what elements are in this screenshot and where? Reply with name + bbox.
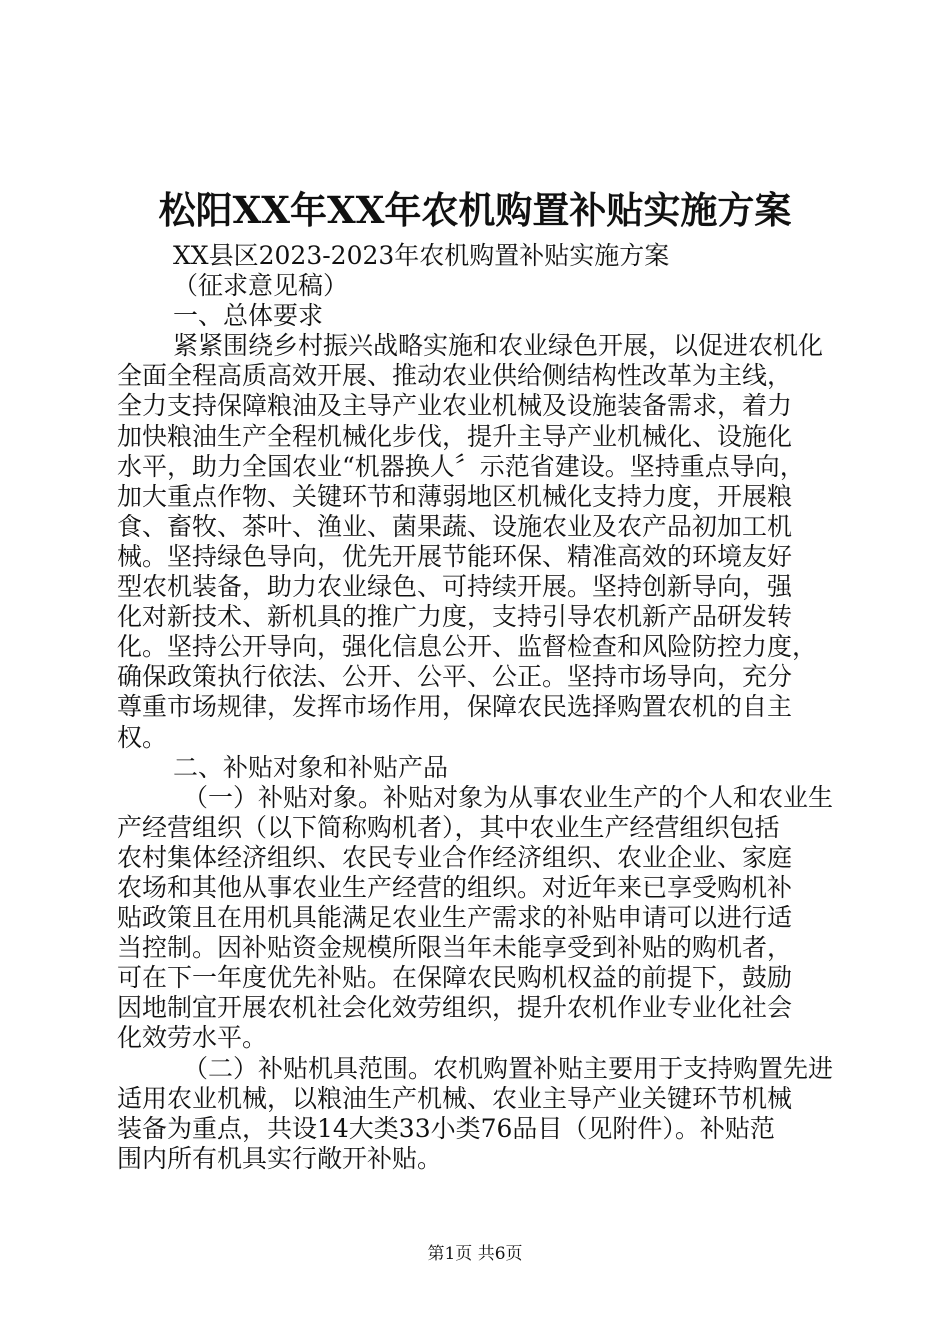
section-heading-2: 二、补贴对象和补贴产品 xyxy=(173,752,449,782)
paragraph-line: 贴政策且在用机具能满足农业生产需求的补贴申请可以进行适 xyxy=(117,903,793,933)
paragraph-line: 食、畜牧、茶叶、渔业、菌果蔬、设施农业及农产品初加工机 xyxy=(117,511,793,541)
paragraph-line: 水平，助力全国农业“机器换人〞示范省建设。坚持重点导向， xyxy=(117,451,805,481)
paragraph-line: 化。坚持公开导向，强化信息公开、监督检查和风险防控力度， xyxy=(117,632,818,662)
paragraph-line: 化效劳水平。 xyxy=(117,1023,268,1053)
paragraph-line: 产经营组织（以下简称购机者），其中农业生产经营组织包括 xyxy=(117,812,780,842)
document-subtitle: XX县区2023-2023年农机购置补贴实施方案 xyxy=(173,241,670,270)
paragraph-line: 械。坚持绿色导向，优先开展节能环保、精准高效的环境友好 xyxy=(117,541,793,571)
draft-note: （征求意见稿） xyxy=(173,271,349,301)
paragraph-line: 围内所有机具实行敞开补贴。 xyxy=(117,1143,443,1173)
section-heading-1: 一、总体要求 xyxy=(173,301,324,331)
paragraph-line: 加快粮油生产全程机械化步伐，提升主导产业机械化、设施化 xyxy=(117,421,793,451)
paragraph-line: 确保政策执行依法、公开、公平、公正。坚持市场导向，充分 xyxy=(117,662,793,692)
paragraph-line: 农村集体经济组织、农民专业合作经济组织、农业企业、家庭 xyxy=(117,842,793,872)
paragraph-line: 可在下一年度优先补贴。在保障农民购机权益的前提下，鼓励 xyxy=(117,963,793,993)
paragraph-line: （一）补贴对象。补贴对象为从事农业生产的个人和农业生 xyxy=(183,782,834,812)
paragraph-line: 农场和其他从事农业生产经营的组织。对近年来已享受购机补 xyxy=(117,872,793,902)
paragraph-line: 紧紧围绕乡村振兴战略实施和农业绿色开展，以促进农机化 xyxy=(173,331,824,361)
page-footer: 第1页 共6页 xyxy=(427,1244,523,1264)
paragraph-line: 全面全程高质高效开展、推动农业供给侧结构性改革为主线， xyxy=(117,361,793,391)
paragraph-line: 适用农业机械，以粮油生产机械、农业主导产业关键环节机械 xyxy=(117,1083,793,1113)
paragraph-line: 全力支持保障粮油及主导产业农业机械及设施装备需求，着力 xyxy=(117,391,793,421)
paragraph-line: 装备为重点，共设14大类33小类76品目（见附件）。补贴范 xyxy=(117,1113,775,1143)
paragraph-line: 化对新技术、新机具的推广力度，支持引导农机新产品研发转 xyxy=(117,602,793,632)
paragraph-line: 权。 xyxy=(117,722,168,752)
document-title: 松阳XX年XX年农机购置补贴实施方案 xyxy=(158,188,792,232)
paragraph-line: 型农机装备，助力农业绿色、可持续开展。坚持创新导向，强 xyxy=(117,572,793,602)
paragraph-line: 尊重市场规律，发挥市场作用，保障农民选择购置农机的自主 xyxy=(117,692,793,722)
paragraph-line: 因地制宜开展农机社会化效劳组织，提升农机作业专业化社会 xyxy=(117,993,793,1023)
paragraph-line: 加大重点作物、关键环节和薄弱地区机械化支持力度，开展粮 xyxy=(117,481,793,511)
paragraph-line: 当控制。因补贴资金规模所限当年未能享受到补贴的购机者， xyxy=(117,933,793,963)
paragraph-line: （二）补贴机具范围。农机购置补贴主要用于支持购置先进 xyxy=(183,1053,834,1083)
document-body xyxy=(117,241,835,1174)
